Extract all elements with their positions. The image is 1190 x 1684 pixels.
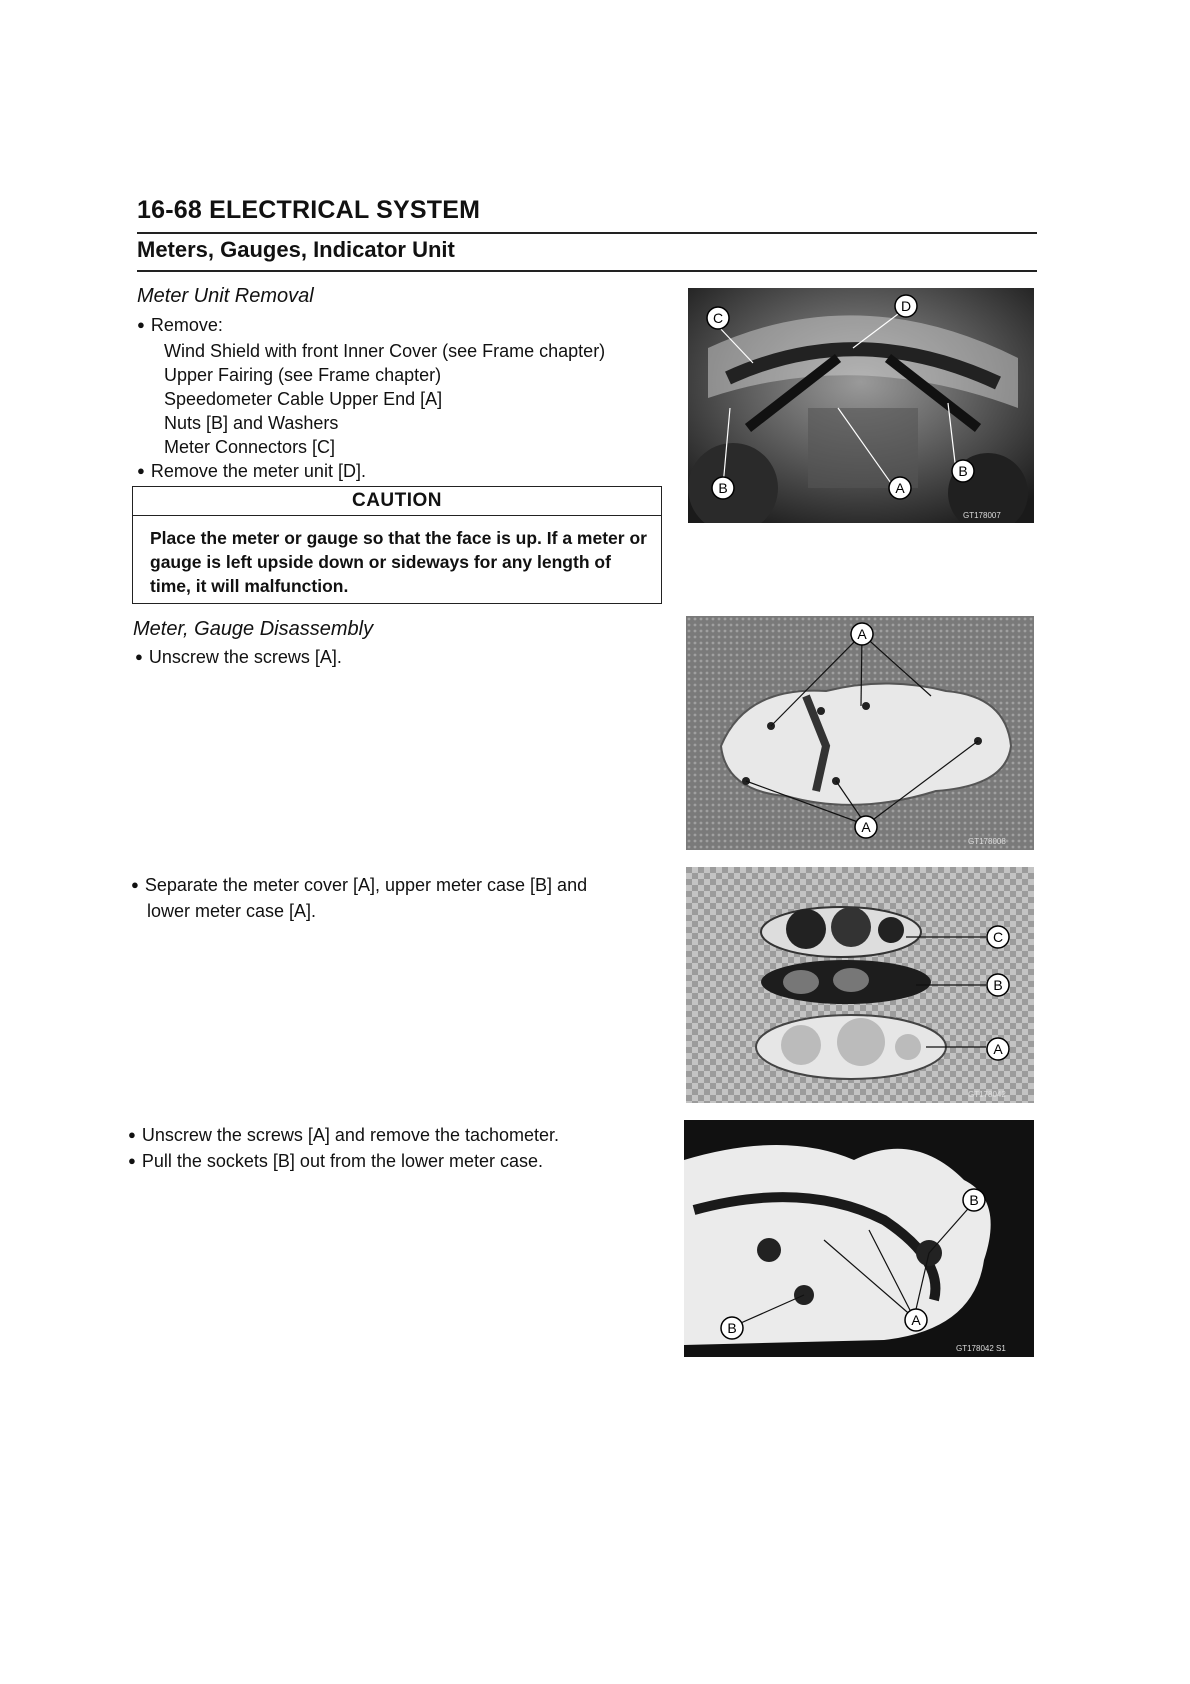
svg-text:A: A (861, 819, 871, 835)
svg-text:B: B (958, 463, 968, 479)
disassembly-step-unscrew: ● Unscrew the screws [A]. (135, 645, 342, 671)
disassembly-step-separate (131, 873, 671, 923)
callout-a (851, 623, 873, 645)
disassembly-step-tachometer: ● Unscrew the screws [A] and remove the tachometer. (128, 1123, 688, 1149)
removal-item: Wind Shield with front Inner Cover (see Frame chapter) (164, 341, 606, 361)
figure-code: GT178007 (963, 511, 1001, 520)
callout-a (987, 1038, 1009, 1060)
svg-text:A: A (911, 1312, 921, 1328)
section-title: Meters, Gauges, Indicator Unit (137, 237, 455, 262)
callout-a (905, 1309, 927, 1331)
disassembly-subheading: Meter, Gauge Disassembly (133, 618, 374, 640)
removal-step-remove-unit: ● Remove the meter unit [D]. (137, 459, 657, 485)
svg-text:D: D (900, 298, 912, 314)
svg-text:B: B (969, 1192, 979, 1208)
callout-d (895, 295, 917, 317)
svg-text:C: C (712, 310, 724, 326)
header-rule (137, 232, 1037, 234)
svg-text:C: C (992, 929, 1004, 945)
removal-item: Speedometer Cable Upper End [A] (164, 389, 443, 409)
svg-text:B: B (727, 1320, 737, 1336)
svg-text:A: A (895, 480, 905, 496)
callout-c (707, 307, 729, 329)
figure-meter-case-parts (686, 867, 1034, 1103)
callout-b (952, 460, 974, 482)
callout-a (855, 816, 877, 838)
removal-subheading: Meter Unit Removal (137, 285, 314, 307)
removal-step-remove: ● Remove: (137, 313, 657, 339)
disassembly-steps-final (128, 1123, 688, 1175)
figure-code: GT178042 (968, 1090, 1006, 1099)
figure-code: GT178042 S1 (956, 1344, 1006, 1353)
svg-text:A: A (993, 1041, 1003, 1057)
svg-text:B: B (993, 977, 1003, 993)
caution-box (132, 486, 662, 604)
callout-b (712, 477, 734, 499)
page-title: 16-68 ELECTRICAL SYSTEM (137, 196, 481, 224)
callout-b (721, 1317, 743, 1339)
figure-tachometer-sockets (684, 1120, 1034, 1357)
callout-c (987, 926, 1009, 948)
figure-meter-unit-installed (688, 288, 1034, 523)
removal-item: Upper Fairing (see Frame chapter) (164, 365, 442, 385)
svg-text:A: A (857, 626, 867, 642)
separate-line-2: lower meter case [A]. (147, 901, 317, 921)
section-rule (137, 270, 1037, 272)
figure-meter-screws (686, 616, 1034, 850)
caution-body: Place the meter or gauge so that the face is up. If a meter or gauge is left upside down or sideways for any length of time, it will malfunction. (150, 528, 647, 596)
removal-steps (137, 313, 657, 485)
disassembly-step-sockets: ● Pull the sockets [B] out from the lower meter case. (128, 1149, 688, 1175)
caution-title: CAUTION (133, 487, 661, 516)
callout-b (987, 974, 1009, 996)
callout-b (963, 1189, 985, 1211)
callout-a (889, 477, 911, 499)
figure-code: GT178008 (968, 837, 1006, 846)
svg-text:B: B (718, 480, 728, 496)
removal-item: Nuts [B] and Washers (164, 413, 339, 433)
separate-line-1: ● Separate the meter cover [A], upper meter case [B] and (131, 873, 671, 899)
removal-item: Meter Connectors [C] (164, 437, 336, 457)
